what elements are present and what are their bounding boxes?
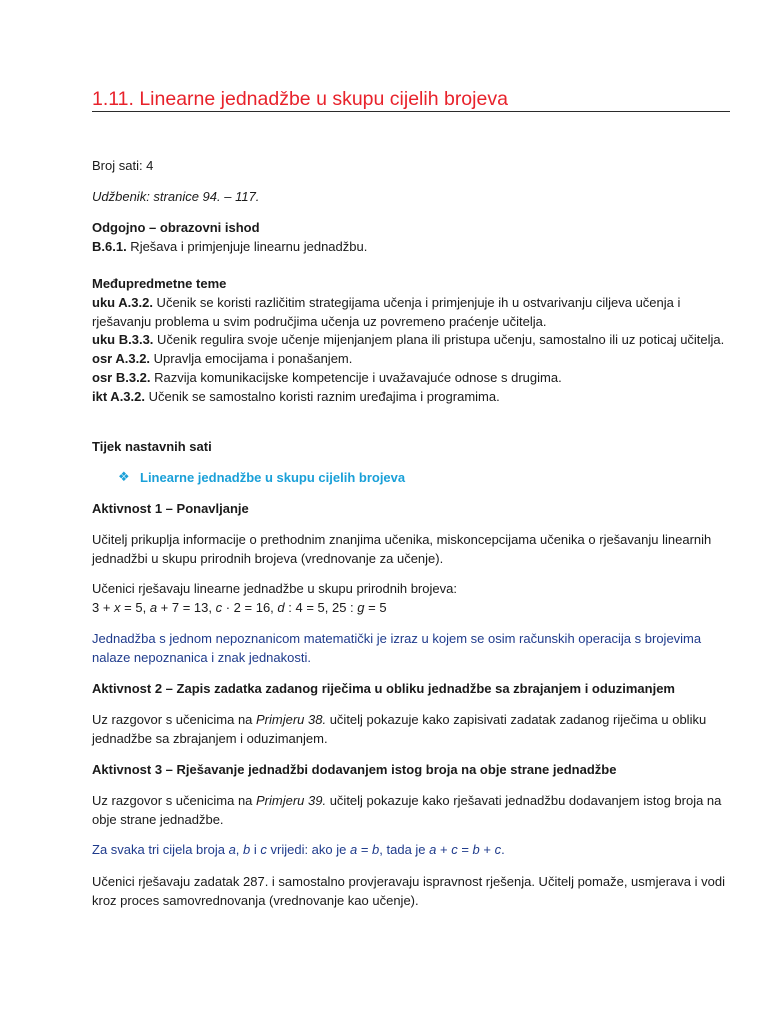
cross-topic-code: ikt A.3.2. [92,388,145,404]
flow-heading [92,438,732,457]
page-title: 1.11. Linearne jednadžbe u skupu cijelih brojeva [92,86,730,112]
math-text: i [250,842,261,857]
cross-topics-heading: Međupredmetne teme [92,276,227,291]
paragraph-line: Učenici rješavaju zadatak 287. i samostalno provjeravaju ispravnost rješenja. Učitelj pomaže, usmjerava i vodi [92,874,725,889]
flow-heading-text: Tijek nastavnih sati [92,439,212,454]
cross-topic-text-cont: rješavanju problema u svim područjima učenja uz povremeno praćenje učitelja. [92,313,547,329]
math-text: + 7 = 13, [157,599,216,615]
cross-topic-item [92,294,732,313]
variable: a [228,842,236,857]
math-text: Za svaka tri cijela broja [92,842,229,857]
definition-line: nalaze nepoznanica i znak jednakosti. [92,649,311,665]
outcome-section [92,219,732,257]
activity3-final-paragraph [92,873,732,911]
hours-line: Broj sati: 4 [92,158,154,173]
variable: c [260,842,267,857]
rule-line [92,841,732,860]
math-text: , [235,842,244,857]
math-text: . [501,842,505,857]
math-text: : 4 = 5, 25 : [284,599,358,615]
math-text: = [357,842,373,857]
variable: c [215,599,223,615]
math-text: vrijedi: ako je [266,842,350,857]
cross-topic-text: Razvija komunikacijske kompetencije i uvažavajuće odnose s drugima. [150,369,562,385]
math-text: = 5 [364,599,387,615]
cross-topic-item [92,388,732,407]
variable: a [429,842,437,857]
variable: b [372,842,380,857]
activity3-heading-text: Aktivnost 3 – Rješavanje jednadžbi dodavanjem istog broja na obje strane jednadžbe [92,762,617,777]
activity1-heading [92,500,732,519]
equations-intro: Učenici rješavaju linearne jednadžbe u skupu prirodnih brojeva: [92,581,457,596]
lesson-bullet-text: Linearne jednadžbe u skupu cijelih brojeva [140,469,406,485]
cross-topic-code: osr B.3.2. [92,369,151,385]
activity2-paragraph [92,711,732,749]
variable: c [451,842,458,857]
cross-topic-code: osr A.3.2. [92,351,151,367]
variable: x [114,599,121,615]
paragraph-line: obje strane jednadžbe. [92,811,224,827]
variable: a [149,599,158,615]
variable: c [494,842,502,857]
cross-topic-text: Učenik regulira svoje učenje mijenjanjem plana ili pristupa učenju, samostalno ili uz poticaj učitelja. [153,332,725,348]
variable: d [277,599,285,615]
outcome-code: B.6.1. [92,238,127,254]
paragraph-text: učitelj pokazuje kako rješavati jednadžbu dodavanjem istog broja na [326,793,722,808]
cross-topic-text: Učenik se samostalno koristi raznim uređajima i programima. [144,388,500,404]
diamond-bullet-icon: ❖ [118,469,130,484]
cross-topic-item [92,350,732,369]
math-text: + [479,842,495,857]
paragraph-text: učitelj pokazuje kako zapisivati zadatak zadanog riječima u obliku [326,712,707,727]
cross-topic-text: Učenik se koristi različitim strategijama učenja i primjenjuje ih u ostvarivanju ciljeva učenja i [152,294,681,310]
definition-text [92,630,732,668]
cross-topic-item [92,369,732,388]
math-text: + [436,842,452,857]
paragraph-text: Uz razgovor s učenicima na [92,712,257,727]
cross-topic-item [92,331,732,350]
rule-text [92,841,732,860]
activity2-heading [92,680,732,699]
activity1-heading-text: Aktivnost 1 – Ponavljanje [92,501,249,516]
activity1-paragraph [92,531,732,569]
paragraph-line: jednadžbe sa zbrajanjem i oduzimanjem. [92,730,328,746]
example-reference: Primjeru 38. [256,712,327,727]
variable: a [349,842,358,857]
cross-topic-code: uku A.3.2. [92,294,153,310]
variable: b [243,842,251,857]
equations-line [92,599,732,618]
activity2-heading-text: Aktivnost 2 – Zapis zadatka zadanog riječima u obliku jednadžbe sa zbrajanjem i oduzimanjem [92,681,675,696]
outcome-heading: Odgojno – obrazovni ishod [92,220,260,235]
activity3-paragraph [92,792,732,830]
cross-topic-code: uku B.3.3. [92,332,154,348]
paragraph-line: kroz proces samovrednovanja (vrednovanje kao učenje). [92,892,419,908]
cross-topic-text: Upravlja emocijama i ponašanjem. [150,351,353,367]
cross-topics-section [92,275,732,407]
definition-line: Jednadžba s jednom nepoznanicom matematički je izraz u kojem se osim računskih operacija s brojevima [92,631,702,646]
math-text: 3 + [92,599,115,615]
math-text: = [457,842,473,857]
variable: b [472,842,480,857]
activity1-equations [92,580,732,618]
example-reference: Primjeru 39. [256,793,327,808]
math-text: , tada je [379,842,430,857]
paragraph-text: Uz razgovor s učenicima na [92,793,257,808]
activity3-heading [92,761,732,780]
paragraph-line: jednadžbi u skupu prirodnih brojeva (vrednovanje za učenje). [92,550,444,566]
lesson-bullet [118,469,405,485]
math-text: · 2 = 16, [222,599,278,615]
paragraph-line: Učitelj prikuplja informacije o prethodnim znanjima učenika, miskoncepcijama učenika o rješavanju linearnih [92,532,712,547]
variable: g [357,599,365,615]
textbook-text: Udžbenik: stranice 94. – 117. [92,189,260,204]
math-text: = 5, [120,599,150,615]
textbook-line [92,188,732,207]
outcome-text: Rješava i primjenjuje linearnu jednadžbu. [126,238,368,254]
